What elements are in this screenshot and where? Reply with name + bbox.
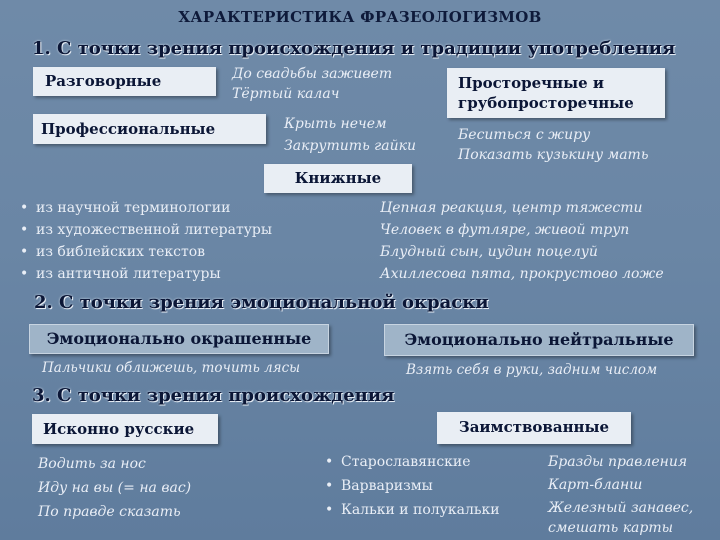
borrowed-types-list xyxy=(325,450,500,522)
professional-examples xyxy=(284,113,416,157)
native-label-box xyxy=(32,414,218,444)
native-example-1: Водить за нос xyxy=(38,456,146,472)
native-label: Исконно русские xyxy=(43,420,195,438)
borrowed-type-2: • Варваризмы xyxy=(325,474,500,498)
vernacular-examples xyxy=(458,125,648,165)
bookish-label: Книжные xyxy=(294,169,382,187)
neutral-examples: Взять себя в руки, задним числом xyxy=(406,362,658,378)
colloquial-example-1: До свадьбы заживет xyxy=(232,66,393,82)
borrowed-type-3: • Кальки и полукальки xyxy=(325,498,500,522)
vernacular-example-1: Беситься с жиру xyxy=(458,127,591,143)
bookish-sources-list xyxy=(20,197,272,285)
borrowed-example-2: Карт-бланш xyxy=(548,477,643,493)
borrowed-type-1: • Старославянские xyxy=(325,450,500,474)
borrowed-example-1: Бразды правления xyxy=(548,454,688,470)
bookish-example-2: Человек в футляре, живой труп xyxy=(380,222,630,238)
section3-heading: 3. С точки зрения происхождения xyxy=(32,385,395,406)
bookish-label-box xyxy=(264,164,412,193)
colloquial-example-2: Тёртый калач xyxy=(232,86,340,102)
vernacular-label-line1: Просторечные и xyxy=(458,74,605,92)
page-title: ХАРАКТЕРИСТИКА ФРАЗЕОЛОГИЗМОВ xyxy=(178,8,542,26)
borrowed-label-box xyxy=(437,412,631,444)
borrowed-example-3: Железный занавес, xyxy=(548,500,694,516)
native-example-3: По правде сказать xyxy=(38,504,181,520)
vernacular-example-2: Показать кузькину мать xyxy=(458,147,649,163)
colloquial-examples xyxy=(232,64,392,104)
borrowed-example-4: смешать карты xyxy=(548,520,674,536)
bookish-source-3: • из библейских текстов xyxy=(20,241,272,263)
section2-heading: 2. С точки зрения эмоциональной окраски xyxy=(34,292,489,313)
colloquial-label: Разговорные xyxy=(45,72,162,90)
emotional-examples: Пальчики оближешь, точить лясы xyxy=(42,360,301,376)
bookish-source-1: • из научной терминологии xyxy=(20,197,272,219)
bookish-example-4: Ахиллесова пята, прокрустово ложе xyxy=(380,266,664,282)
bookish-source-4: • из античной литературы xyxy=(20,263,272,285)
professional-example-1: Крыть нечем xyxy=(284,116,387,132)
bookish-examples xyxy=(380,197,664,285)
vernacular-label-line2: грубопросторечные xyxy=(458,94,634,112)
emotional-label-box xyxy=(29,324,329,354)
bookish-example-1: Цепная реакция, центр тяжести xyxy=(380,200,643,216)
borrowed-label: Заимствованные xyxy=(458,418,610,436)
native-examples xyxy=(38,452,191,524)
section1-heading: 1. С точки зрения происхождения и традиции употребления xyxy=(32,38,676,59)
neutral-label: Эмоционально нейтральные xyxy=(404,330,674,349)
vernacular-label-box xyxy=(447,68,665,118)
professional-example-2: Закрутить гайки xyxy=(284,138,416,154)
native-example-2: Иду на вы (= на вас) xyxy=(38,480,192,496)
bookish-source-2: • из художественной литературы xyxy=(20,219,272,241)
colloquial-label-box xyxy=(33,67,216,96)
neutral-label-box xyxy=(384,324,694,356)
borrowed-examples xyxy=(548,451,693,537)
bookish-example-3: Блудный сын, иудин поцелуй xyxy=(380,244,598,260)
professional-label-box xyxy=(33,114,266,144)
professional-label: Профессиональные xyxy=(41,120,216,138)
emotional-label: Эмоционально окрашенные xyxy=(46,329,312,348)
